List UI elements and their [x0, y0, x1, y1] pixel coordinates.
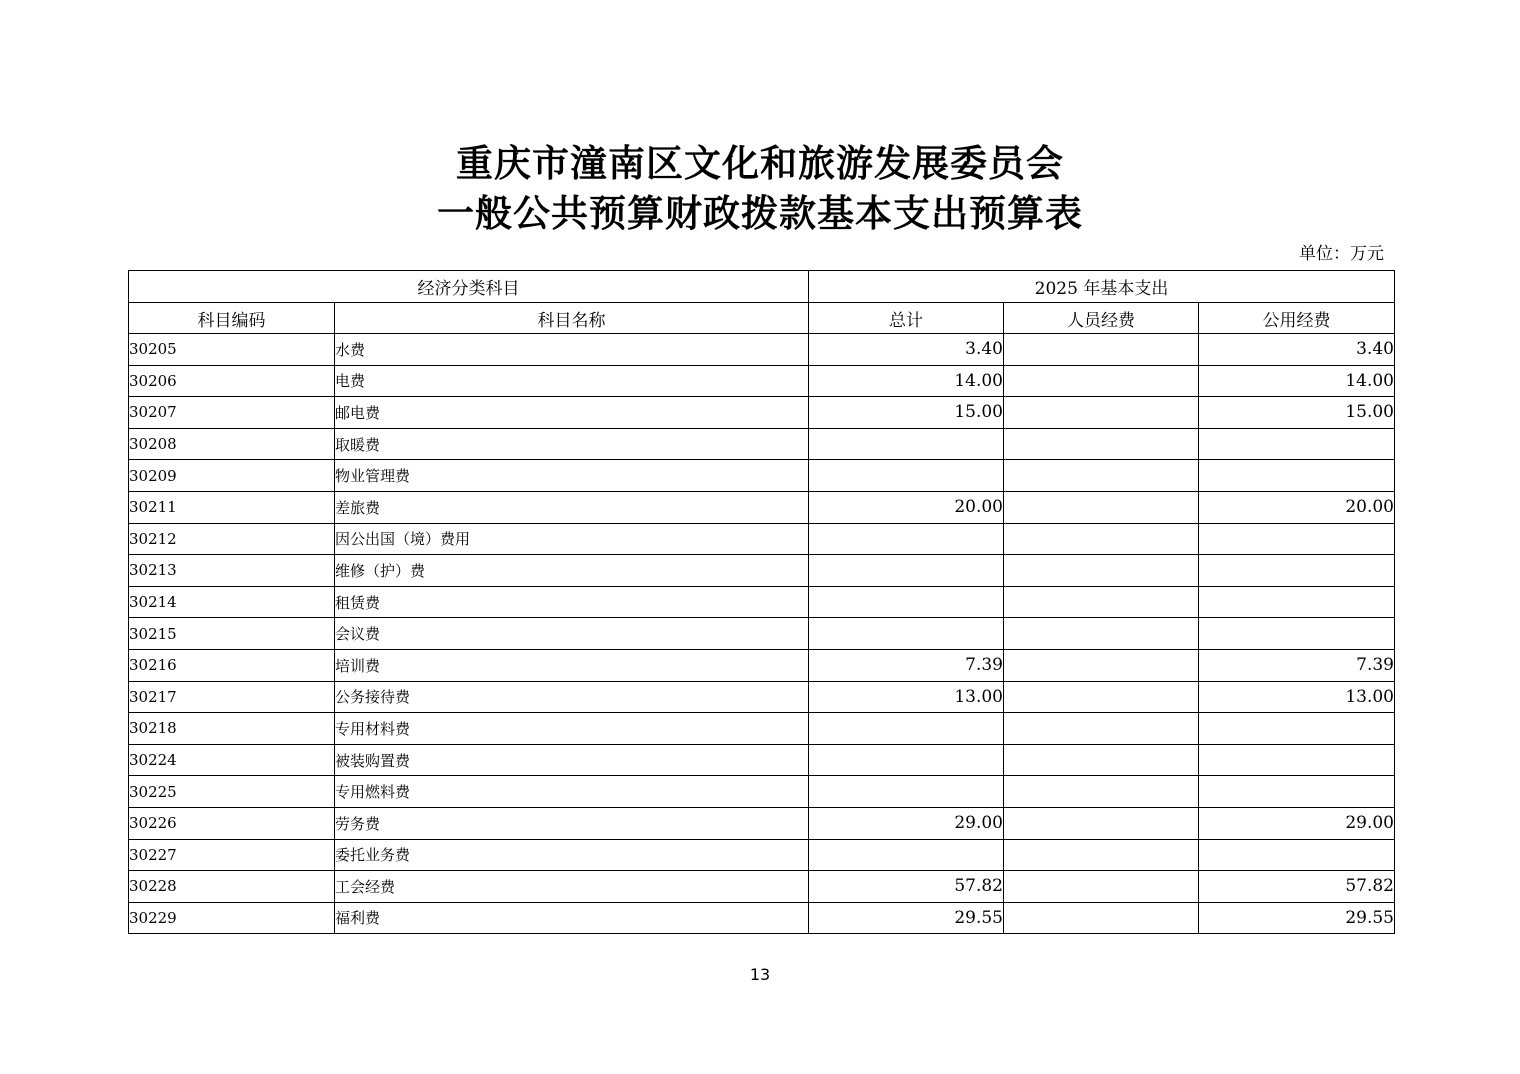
cell-total — [809, 618, 1004, 650]
cell-code: 30211 — [129, 491, 335, 523]
document-title — [0, 138, 1520, 238]
header-code: 科目编码 — [129, 303, 335, 334]
cell-name: 专用材料费 — [335, 713, 809, 745]
cell-total: 57.82 — [809, 871, 1004, 903]
title-line-2: 一般公共预算财政拨款基本支出预算表 — [437, 191, 1083, 235]
header-economic-classification: 经济分类科目 — [129, 271, 809, 303]
cell-code: 30224 — [129, 744, 335, 776]
cell-code: 30217 — [129, 681, 335, 713]
cell-name: 电费 — [335, 365, 809, 397]
cell-personnel — [1004, 555, 1199, 587]
cell-name: 物业管理费 — [335, 460, 809, 492]
cell-public: 7.39 — [1199, 649, 1395, 681]
cell-personnel — [1004, 871, 1199, 903]
cell-code: 30226 — [129, 807, 335, 839]
cell-public — [1199, 460, 1395, 492]
cell-code: 30228 — [129, 871, 335, 903]
budget-table — [128, 270, 1395, 934]
table-row — [129, 460, 1395, 492]
cell-personnel — [1004, 649, 1199, 681]
cell-name: 邮电费 — [335, 397, 809, 429]
cell-personnel — [1004, 902, 1199, 934]
cell-total — [809, 839, 1004, 871]
table-row — [129, 776, 1395, 808]
column-header-row — [129, 303, 1395, 334]
table-row — [129, 365, 1395, 397]
cell-total — [809, 776, 1004, 808]
header-personnel: 人员经费 — [1004, 303, 1199, 334]
cell-public — [1199, 428, 1395, 460]
cell-code: 30216 — [129, 649, 335, 681]
cell-total — [809, 460, 1004, 492]
cell-code: 30214 — [129, 586, 335, 618]
cell-personnel — [1004, 334, 1199, 366]
table-row — [129, 807, 1395, 839]
table-row — [129, 491, 1395, 523]
cell-code: 30227 — [129, 839, 335, 871]
cell-name: 工会经费 — [335, 871, 809, 903]
cell-public: 29.00 — [1199, 807, 1395, 839]
cell-personnel — [1004, 776, 1199, 808]
table-row — [129, 428, 1395, 460]
cell-public: 15.00 — [1199, 397, 1395, 429]
header-public: 公用经费 — [1199, 303, 1395, 334]
cell-public: 57.82 — [1199, 871, 1395, 903]
cell-personnel — [1004, 586, 1199, 618]
cell-total — [809, 744, 1004, 776]
cell-public: 29.55 — [1199, 902, 1395, 934]
cell-public — [1199, 744, 1395, 776]
cell-total — [809, 586, 1004, 618]
table-row — [129, 839, 1395, 871]
table-row — [129, 618, 1395, 650]
cell-public: 20.00 — [1199, 491, 1395, 523]
cell-name: 因公出国（境）费用 — [335, 523, 809, 555]
cell-personnel — [1004, 839, 1199, 871]
cell-personnel — [1004, 713, 1199, 745]
cell-total: 20.00 — [809, 491, 1004, 523]
cell-name: 租赁费 — [335, 586, 809, 618]
cell-total — [809, 428, 1004, 460]
page-number: 13 — [749, 965, 771, 984]
cell-name: 维修（护）费 — [335, 555, 809, 587]
cell-total: 29.00 — [809, 807, 1004, 839]
cell-public — [1199, 618, 1395, 650]
table-row — [129, 523, 1395, 555]
cell-public: 13.00 — [1199, 681, 1395, 713]
header-total: 总计 — [809, 303, 1004, 334]
cell-name: 会议费 — [335, 618, 809, 650]
header-name: 科目名称 — [335, 303, 809, 334]
cell-name: 被装购置费 — [335, 744, 809, 776]
cell-total: 3.40 — [809, 334, 1004, 366]
unit-label: 单位：万元 — [1299, 244, 1384, 264]
cell-name: 劳务费 — [335, 807, 809, 839]
table-row — [129, 744, 1395, 776]
cell-name: 委托业务费 — [335, 839, 809, 871]
cell-public — [1199, 586, 1395, 618]
cell-name: 差旅费 — [335, 491, 809, 523]
table-row — [129, 555, 1395, 587]
cell-public: 14.00 — [1199, 365, 1395, 397]
cell-code: 30229 — [129, 902, 335, 934]
cell-name: 福利费 — [335, 902, 809, 934]
table-row — [129, 397, 1395, 429]
cell-personnel — [1004, 744, 1199, 776]
cell-total — [809, 713, 1004, 745]
cell-code: 30215 — [129, 618, 335, 650]
cell-code: 30225 — [129, 776, 335, 808]
cell-personnel — [1004, 523, 1199, 555]
table-row — [129, 871, 1395, 903]
cell-personnel — [1004, 428, 1199, 460]
cell-name: 公务接待费 — [335, 681, 809, 713]
cell-personnel — [1004, 491, 1199, 523]
cell-name: 取暖费 — [335, 428, 809, 460]
cell-personnel — [1004, 365, 1199, 397]
table-row — [129, 334, 1395, 366]
table-row — [129, 586, 1395, 618]
cell-total: 29.55 — [809, 902, 1004, 934]
table-body — [129, 334, 1395, 934]
cell-name: 专用燃料费 — [335, 776, 809, 808]
cell-personnel — [1004, 618, 1199, 650]
cell-code: 30212 — [129, 523, 335, 555]
cell-code: 30208 — [129, 428, 335, 460]
cell-code: 30218 — [129, 713, 335, 745]
cell-public — [1199, 523, 1395, 555]
cell-code: 30205 — [129, 334, 335, 366]
cell-public — [1199, 776, 1395, 808]
title-line-1: 重庆市潼南区文化和旅游发展委员会 — [456, 141, 1064, 185]
cell-name: 培训费 — [335, 649, 809, 681]
cell-total — [809, 523, 1004, 555]
table-row — [129, 649, 1395, 681]
cell-code: 30213 — [129, 555, 335, 587]
cell-public: 3.40 — [1199, 334, 1395, 366]
table-row — [129, 681, 1395, 713]
table-row — [129, 902, 1395, 934]
cell-code: 30207 — [129, 397, 335, 429]
cell-total — [809, 555, 1004, 587]
cell-code: 30206 — [129, 365, 335, 397]
cell-total: 13.00 — [809, 681, 1004, 713]
cell-personnel — [1004, 681, 1199, 713]
cell-public — [1199, 555, 1395, 587]
cell-total: 15.00 — [809, 397, 1004, 429]
cell-public — [1199, 713, 1395, 745]
cell-total: 7.39 — [809, 649, 1004, 681]
cell-name: 水费 — [335, 334, 809, 366]
cell-personnel — [1004, 807, 1199, 839]
cell-total: 14.00 — [809, 365, 1004, 397]
cell-personnel — [1004, 397, 1199, 429]
table-row — [129, 713, 1395, 745]
cell-personnel — [1004, 460, 1199, 492]
header-basic-expenditure: 2025 年基本支出 — [809, 271, 1395, 303]
group-header-row — [129, 271, 1395, 303]
cell-public — [1199, 839, 1395, 871]
cell-code: 30209 — [129, 460, 335, 492]
